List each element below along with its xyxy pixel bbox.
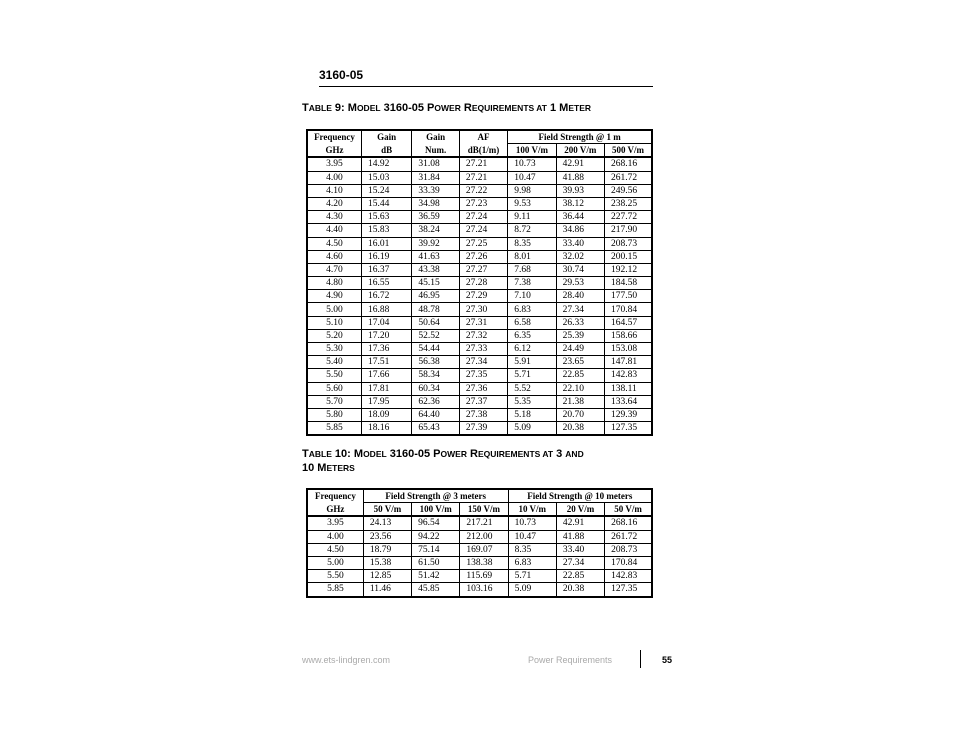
table-cell: 169.07 <box>460 543 508 556</box>
table-cell: 17.95 <box>361 395 411 408</box>
table-row <box>307 516 652 530</box>
table-cell: 6.58 <box>508 316 556 329</box>
table-cell: 268.16 <box>605 516 652 530</box>
table-cell: 18.79 <box>363 543 411 556</box>
table-cell: 15.24 <box>361 184 411 197</box>
table-cell: 217.90 <box>605 224 652 237</box>
table-cell: 22.85 <box>556 570 604 583</box>
table-row <box>307 408 652 421</box>
table-cell: 30.74 <box>556 263 604 276</box>
table-cell: 6.83 <box>508 303 556 316</box>
table-cell: 5.50 <box>307 570 363 583</box>
table-cell: 27.21 <box>459 157 507 171</box>
table-cell: 27.22 <box>459 184 507 197</box>
table-cell: 4.70 <box>307 263 361 276</box>
table-cell: 43.38 <box>412 263 459 276</box>
table-row <box>307 530 652 543</box>
table-cell: 142.83 <box>605 570 652 583</box>
table-cell: 27.21 <box>459 171 507 184</box>
table-cell: 5.71 <box>508 369 556 382</box>
table-cell: 24.13 <box>363 516 411 530</box>
table-cell: 10.47 <box>508 171 556 184</box>
table-cell: 5.85 <box>307 583 363 597</box>
table-cell: 133.64 <box>605 395 652 408</box>
table-cell: 208.73 <box>605 543 652 556</box>
table-cell: 212.00 <box>460 530 508 543</box>
col-header-50vm: 50 V/m <box>363 503 411 517</box>
table-cell: 41.88 <box>556 171 604 184</box>
table-cell: 41.63 <box>412 250 459 263</box>
table-cell: 9.53 <box>508 197 556 210</box>
table-cell: 9.98 <box>508 184 556 197</box>
page-number: 55 <box>662 655 673 665</box>
table-cell: 103.16 <box>460 583 508 597</box>
table-cell: 9.11 <box>508 211 556 224</box>
table-cell: 184.58 <box>605 277 652 290</box>
table-cell: 17.04 <box>361 316 411 329</box>
table-row <box>307 570 652 583</box>
table-cell: 27.33 <box>459 343 507 356</box>
table-cell: 75.14 <box>412 543 460 556</box>
col-unit-gain-num: Num. <box>412 144 459 158</box>
table-cell: 38.24 <box>412 224 459 237</box>
table-cell: 6.83 <box>508 556 556 569</box>
col-header-200vm: 200 V/m <box>556 144 604 158</box>
table-cell: 27.23 <box>459 197 507 210</box>
table-row <box>307 369 652 382</box>
table-cell: 153.08 <box>605 343 652 356</box>
footer-section: Power Requirements <box>528 655 613 665</box>
table-cell: 10.73 <box>508 516 556 530</box>
col-header-100vm: 100 V/m <box>412 503 460 517</box>
table-cell: 27.31 <box>459 316 507 329</box>
table-cell: 45.85 <box>412 583 460 597</box>
table-row <box>307 197 652 210</box>
table-cell: 7.68 <box>508 263 556 276</box>
table-row <box>307 277 652 290</box>
table-cell: 42.91 <box>556 157 604 171</box>
table-cell: 52.52 <box>412 329 459 342</box>
table-cell: 15.44 <box>361 197 411 210</box>
col-header-500vm: 500 V/m <box>605 144 652 158</box>
table-cell: 60.34 <box>412 382 459 395</box>
table10 <box>306 488 653 598</box>
table-cell: 29.53 <box>556 277 604 290</box>
table-cell: 32.02 <box>556 250 604 263</box>
col-header-gain-db: Gain <box>361 130 411 144</box>
table-cell: 7.10 <box>508 290 556 303</box>
table-cell: 18.09 <box>361 408 411 421</box>
table-cell: 8.35 <box>508 543 556 556</box>
table-cell: 5.52 <box>508 382 556 395</box>
col-unit-gain-db: dB <box>361 144 411 158</box>
table-cell: 8.35 <box>508 237 556 250</box>
table-row <box>307 356 652 369</box>
table-cell: 27.29 <box>459 290 507 303</box>
table-cell: 5.09 <box>508 583 556 597</box>
table-row <box>307 395 652 408</box>
table-cell: 16.01 <box>361 237 411 250</box>
table-cell: 164.57 <box>605 316 652 329</box>
table-cell: 5.00 <box>307 556 363 569</box>
table9-caption: TABLE 9: MODEL 3160-05 POWER REQUIREMENTS AT 1 METER <box>302 102 592 114</box>
table-cell: 27.24 <box>459 211 507 224</box>
table-cell: 38.12 <box>556 197 604 210</box>
table9 <box>306 129 653 436</box>
table-row <box>307 583 652 597</box>
table-cell: 127.35 <box>605 583 652 597</box>
table-cell: 4.50 <box>307 237 361 250</box>
table-cell: 227.72 <box>605 211 652 224</box>
col-header-field-strength-10m: Field Strength @ 10 meters <box>508 489 652 503</box>
table-row <box>307 211 652 224</box>
table-cell: 42.91 <box>556 516 604 530</box>
table-cell: 5.50 <box>307 369 361 382</box>
table-cell: 26.33 <box>556 316 604 329</box>
table-cell: 7.38 <box>508 277 556 290</box>
table-cell: 17.36 <box>361 343 411 356</box>
col-header-af: AF <box>459 130 507 144</box>
table-cell: 39.93 <box>556 184 604 197</box>
col-header-frequency: Frequency <box>307 489 363 503</box>
table-cell: 27.26 <box>459 250 507 263</box>
table10-caption: TABLE 10: MODEL 3160-05 POWER REQUIREMENTS AT 3 AND 10 METERS <box>302 448 584 474</box>
table-cell: 15.63 <box>361 211 411 224</box>
table-cell: 200.15 <box>605 250 652 263</box>
table-cell: 54.44 <box>412 343 459 356</box>
footer-divider <box>640 650 641 668</box>
table-cell: 27.38 <box>459 408 507 421</box>
table-cell: 15.83 <box>361 224 411 237</box>
table-cell: 20.38 <box>556 583 604 597</box>
table-row <box>307 157 652 171</box>
table-cell: 27.34 <box>556 303 604 316</box>
col-header-100vm: 100 V/m <box>508 144 556 158</box>
footer-url: www.ets-lindgren.com <box>302 655 391 665</box>
table-row <box>307 329 652 342</box>
header-rule <box>319 86 653 87</box>
table-cell: 8.01 <box>508 250 556 263</box>
table-cell: 23.65 <box>556 356 604 369</box>
table-cell: 27.39 <box>459 422 507 436</box>
table-cell: 27.24 <box>459 224 507 237</box>
table-cell: 64.40 <box>412 408 459 421</box>
table-cell: 192.12 <box>605 263 652 276</box>
table-cell: 34.98 <box>412 197 459 210</box>
table-cell: 33.39 <box>412 184 459 197</box>
table-cell: 27.27 <box>459 263 507 276</box>
table-row <box>307 316 652 329</box>
table-cell: 177.50 <box>605 290 652 303</box>
table-row <box>307 171 652 184</box>
table-cell: 23.56 <box>363 530 411 543</box>
table-cell: 31.84 <box>412 171 459 184</box>
table-cell: 5.35 <box>508 395 556 408</box>
col-header-50vm-10m: 50 V/m <box>605 503 652 517</box>
table-cell: 4.40 <box>307 224 361 237</box>
table-cell: 27.30 <box>459 303 507 316</box>
col-header-20vm: 20 V/m <box>556 503 604 517</box>
table-row <box>307 543 652 556</box>
table-cell: 46.95 <box>412 290 459 303</box>
table-cell: 51.42 <box>412 570 460 583</box>
table-row <box>307 290 652 303</box>
col-header-150vm: 150 V/m <box>460 503 508 517</box>
table-cell: 33.40 <box>556 237 604 250</box>
table-row <box>307 237 652 250</box>
table-cell: 4.80 <box>307 277 361 290</box>
table-row <box>307 556 652 569</box>
table-cell: 15.03 <box>361 171 411 184</box>
table-cell: 249.56 <box>605 184 652 197</box>
table-cell: 16.19 <box>361 250 411 263</box>
table-cell: 115.69 <box>460 570 508 583</box>
table-cell: 24.49 <box>556 343 604 356</box>
table-cell: 4.00 <box>307 171 361 184</box>
table-row <box>307 184 652 197</box>
table-cell: 170.84 <box>605 303 652 316</box>
table-cell: 127.35 <box>605 422 652 436</box>
table-cell: 45.15 <box>412 277 459 290</box>
table-cell: 3.95 <box>307 157 361 171</box>
table-cell: 17.81 <box>361 382 411 395</box>
table-cell: 28.40 <box>556 290 604 303</box>
table-cell: 20.38 <box>556 422 604 436</box>
table-cell: 6.35 <box>508 329 556 342</box>
table-cell: 17.20 <box>361 329 411 342</box>
table-cell: 5.71 <box>508 570 556 583</box>
table-cell: 21.38 <box>556 395 604 408</box>
table-cell: 27.25 <box>459 237 507 250</box>
table-cell: 10.47 <box>508 530 556 543</box>
table-cell: 6.12 <box>508 343 556 356</box>
table-row <box>307 250 652 263</box>
table-cell: 5.60 <box>307 382 361 395</box>
table-cell: 94.22 <box>412 530 460 543</box>
col-unit-af: dB(1/m) <box>459 144 507 158</box>
table-cell: 142.83 <box>605 369 652 382</box>
table-cell: 65.43 <box>412 422 459 436</box>
table-cell: 27.28 <box>459 277 507 290</box>
table-cell: 138.38 <box>460 556 508 569</box>
table-cell: 17.51 <box>361 356 411 369</box>
table-cell: 56.38 <box>412 356 459 369</box>
table-cell: 27.35 <box>459 369 507 382</box>
table-row <box>307 422 652 436</box>
table-cell: 50.64 <box>412 316 459 329</box>
table-cell: 5.18 <box>508 408 556 421</box>
table-cell: 5.85 <box>307 422 361 436</box>
col-header-field-strength-3m: Field Strength @ 3 meters <box>363 489 508 503</box>
table-cell: 170.84 <box>605 556 652 569</box>
col-header-field-strength: Field Strength @ 1 m <box>508 130 652 144</box>
table-cell: 18.16 <box>361 422 411 436</box>
table-cell: 41.88 <box>556 530 604 543</box>
table-cell: 217.21 <box>460 516 508 530</box>
table-cell: 96.54 <box>412 516 460 530</box>
table-cell: 62.36 <box>412 395 459 408</box>
table-cell: 5.10 <box>307 316 361 329</box>
table-cell: 27.36 <box>459 382 507 395</box>
table-cell: 5.70 <box>307 395 361 408</box>
table-cell: 31.08 <box>412 157 459 171</box>
table-cell: 147.81 <box>605 356 652 369</box>
table-cell: 138.11 <box>605 382 652 395</box>
table-cell: 5.20 <box>307 329 361 342</box>
table-cell: 36.59 <box>412 211 459 224</box>
table-cell: 3.95 <box>307 516 363 530</box>
table-cell: 61.50 <box>412 556 460 569</box>
table-cell: 25.39 <box>556 329 604 342</box>
col-header-10vm: 10 V/m <box>508 503 556 517</box>
table-cell: 34.86 <box>556 224 604 237</box>
table-cell: 12.85 <box>363 570 411 583</box>
table-row <box>307 382 652 395</box>
table-cell: 4.10 <box>307 184 361 197</box>
table-cell: 48.78 <box>412 303 459 316</box>
table-cell: 261.72 <box>605 171 652 184</box>
table-cell: 16.88 <box>361 303 411 316</box>
table-cell: 129.39 <box>605 408 652 421</box>
table-cell: 27.37 <box>459 395 507 408</box>
table-cell: 10.73 <box>508 157 556 171</box>
table-cell: 5.30 <box>307 343 361 356</box>
table-cell: 17.66 <box>361 369 411 382</box>
table-cell: 20.70 <box>556 408 604 421</box>
col-unit-frequency: GHz <box>307 144 361 158</box>
col-header-frequency: Frequency <box>307 130 361 144</box>
table-cell: 14.92 <box>361 157 411 171</box>
table-cell: 27.32 <box>459 329 507 342</box>
table-cell: 39.92 <box>412 237 459 250</box>
table-cell: 5.40 <box>307 356 361 369</box>
table-cell: 16.72 <box>361 290 411 303</box>
table-cell: 4.60 <box>307 250 361 263</box>
table-cell: 261.72 <box>605 530 652 543</box>
table-row <box>307 263 652 276</box>
table-row <box>307 224 652 237</box>
table-cell: 5.00 <box>307 303 361 316</box>
table-cell: 15.38 <box>363 556 411 569</box>
table-cell: 4.30 <box>307 211 361 224</box>
table-cell: 36.44 <box>556 211 604 224</box>
table-cell: 27.34 <box>459 356 507 369</box>
col-unit-frequency: GHz <box>307 503 363 517</box>
table-cell: 4.90 <box>307 290 361 303</box>
table-cell: 4.00 <box>307 530 363 543</box>
table-cell: 4.50 <box>307 543 363 556</box>
table-cell: 158.66 <box>605 329 652 342</box>
table-cell: 58.34 <box>412 369 459 382</box>
table-cell: 5.09 <box>508 422 556 436</box>
table-cell: 33.40 <box>556 543 604 556</box>
table-cell: 16.37 <box>361 263 411 276</box>
table-cell: 4.20 <box>307 197 361 210</box>
table-cell: 8.72 <box>508 224 556 237</box>
table-cell: 5.80 <box>307 408 361 421</box>
table-row <box>307 343 652 356</box>
table-cell: 238.25 <box>605 197 652 210</box>
table-cell: 22.10 <box>556 382 604 395</box>
table-cell: 27.34 <box>556 556 604 569</box>
table-cell: 16.55 <box>361 277 411 290</box>
table-cell: 22.85 <box>556 369 604 382</box>
table-row <box>307 303 652 316</box>
table-cell: 208.73 <box>605 237 652 250</box>
table-cell: 11.46 <box>363 583 411 597</box>
table-cell: 268.16 <box>605 157 652 171</box>
table-cell: 5.91 <box>508 356 556 369</box>
col-header-gain-num: Gain <box>412 130 459 144</box>
document-id: 3160-05 <box>319 68 364 82</box>
